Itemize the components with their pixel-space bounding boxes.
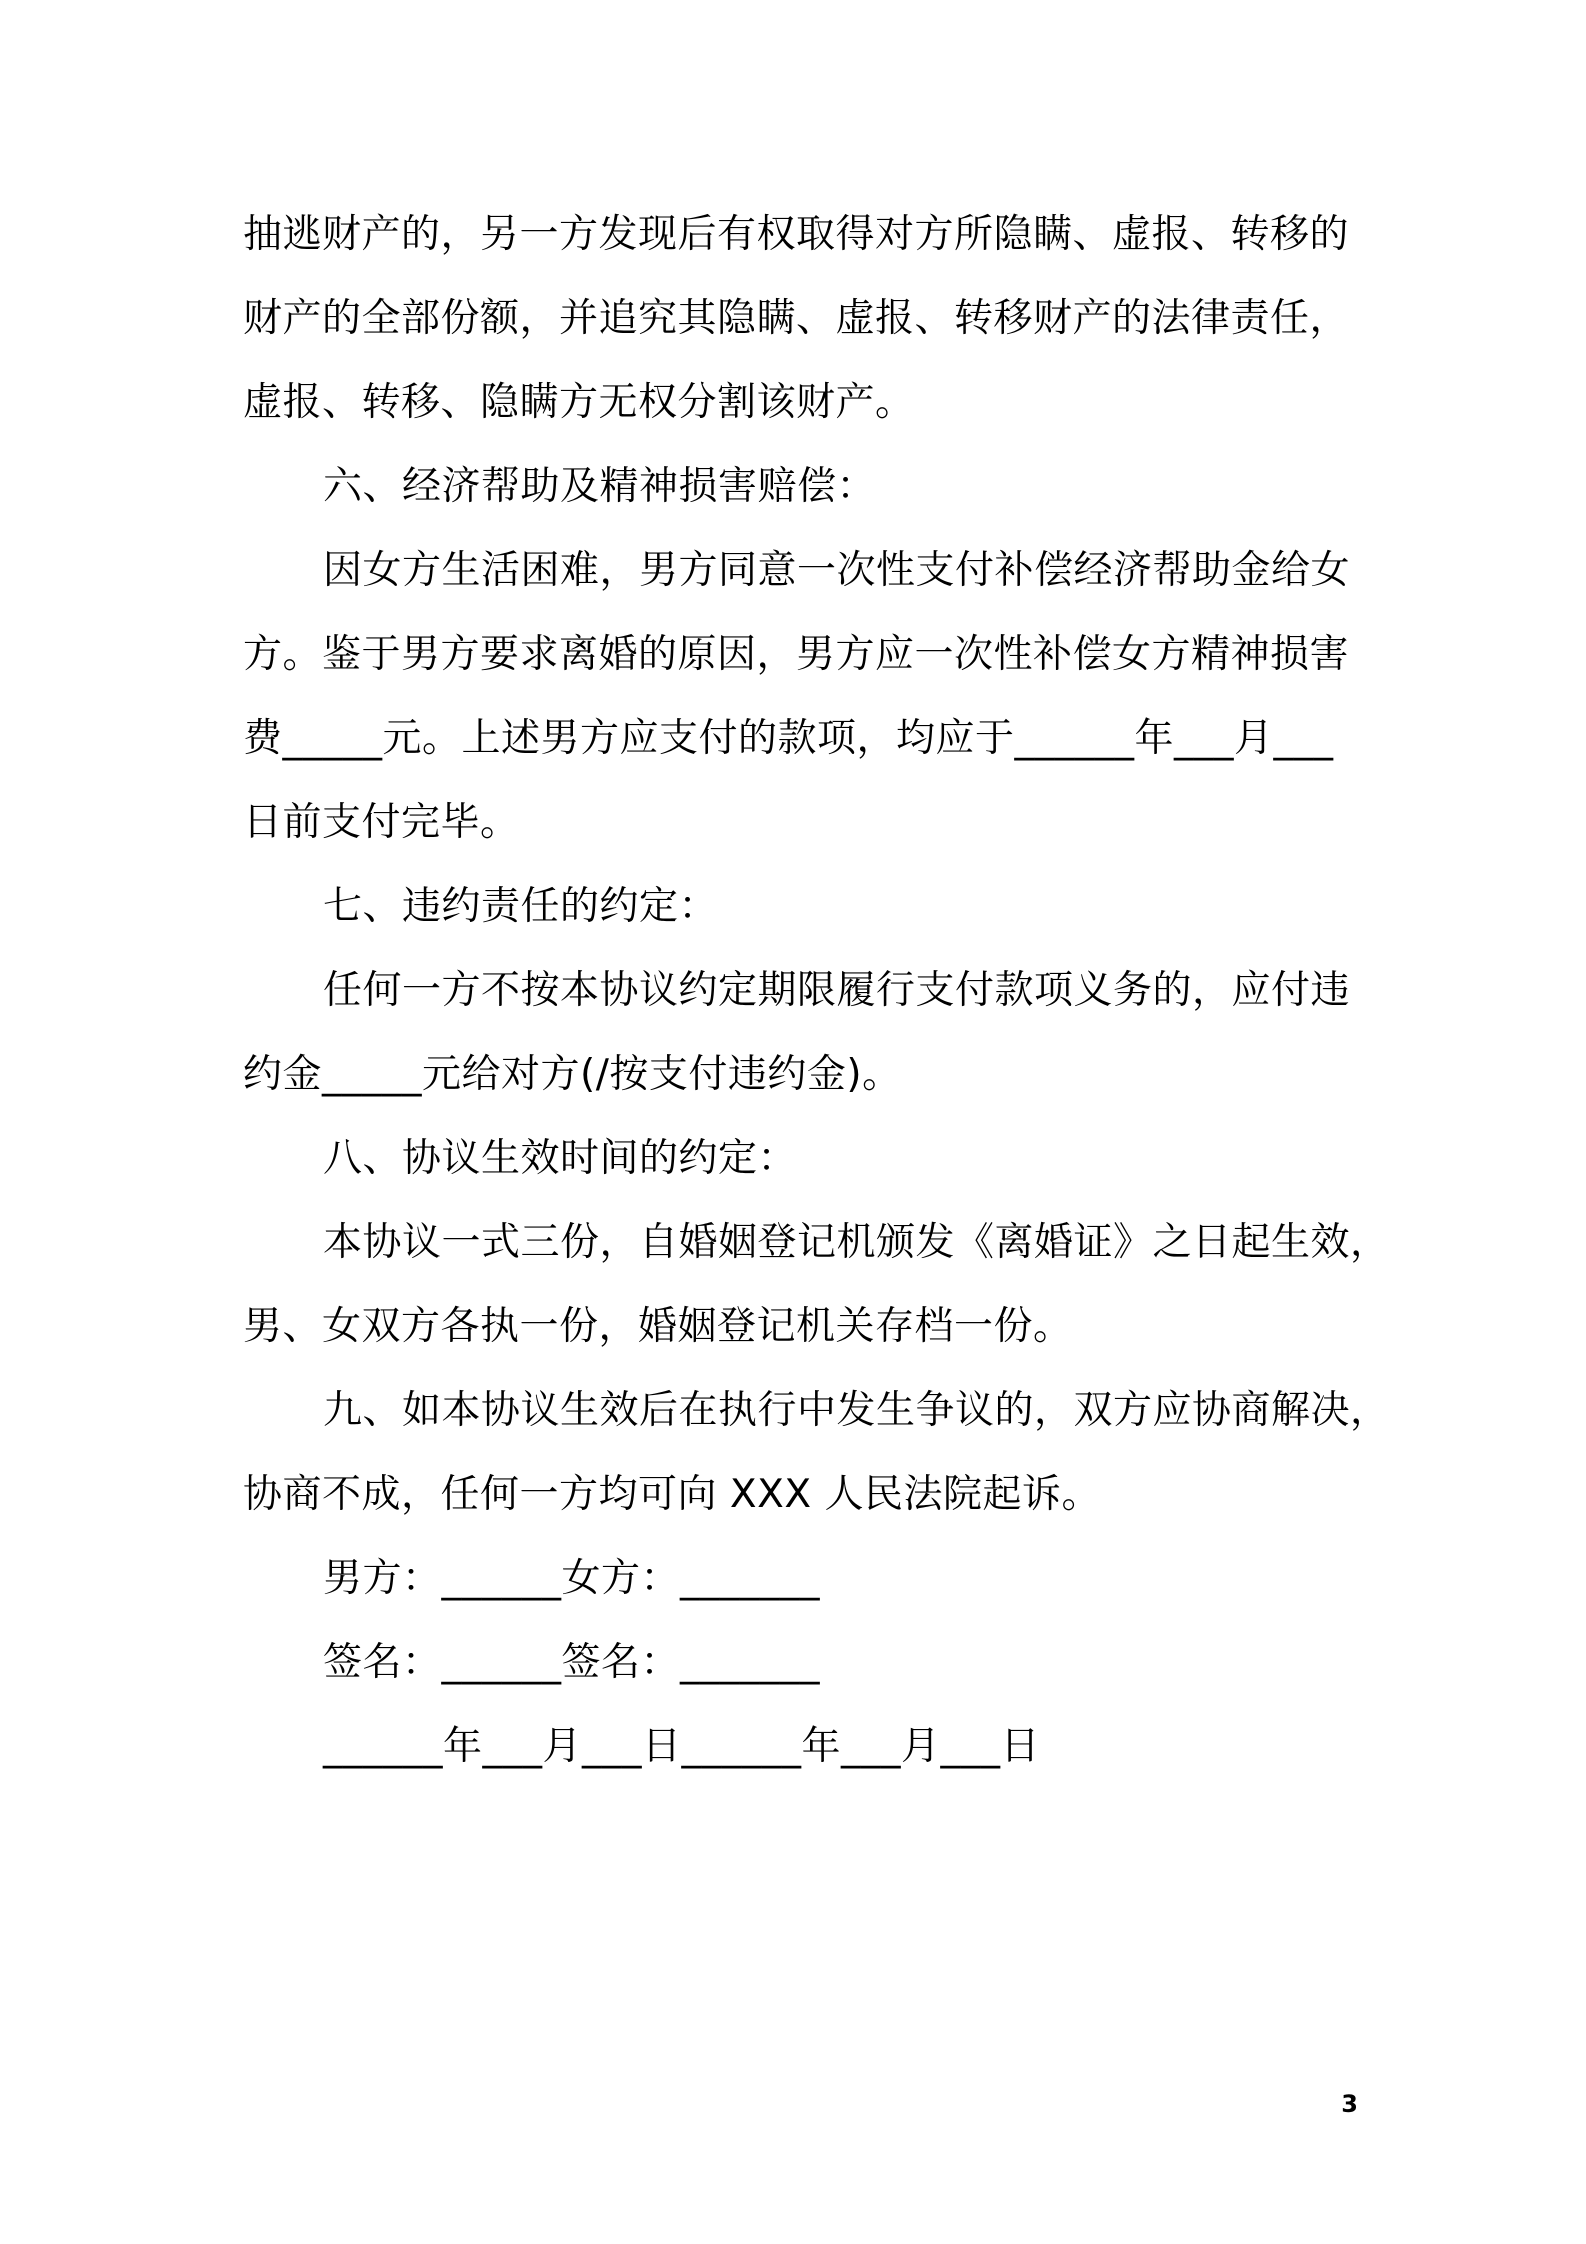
paragraph-line: 任何一方不按本协议约定期限履行支付款项义务的，应付违: [323, 968, 1351, 1013]
paragraph-line: 虚报、转移、隐瞒方无权分割该财产。: [243, 380, 915, 425]
paragraph-line: 日前支付完毕。: [243, 800, 520, 845]
signature-party-line: 男方：______女方：_______: [323, 1556, 821, 1601]
paragraph-line: 约金_____元给对方(/按支付违约金)。: [243, 1052, 902, 1097]
section-heading: 六、经济帮助及精神损害赔偿：: [323, 464, 877, 509]
paragraph-line: 协商不成，任何一方均可向 XXX 人民法院起诉。: [243, 1472, 1101, 1517]
section-heading: 八、协议生效时间的约定：: [323, 1136, 798, 1181]
paragraph-line: 费_____元。上述男方应支付的款项，均应于______年___月___: [243, 716, 1334, 761]
paragraph-line: 因女方生活困难，男方同意一次性支付补偿经济帮助金给女: [323, 548, 1351, 593]
paragraph-line: 本协议一式三份，自婚姻登记机颁发《离婚证》之日起生效，: [323, 1220, 1390, 1265]
paragraph-line: 财产的全部份额，并追究其隐瞒、虚报、转移财产的法律责任，: [243, 296, 1350, 341]
paragraph-line: 男、女双方各执一份，婚姻登记机关存档一份。: [243, 1304, 1073, 1349]
signature-name-line: 签名：______签名：_______: [323, 1640, 821, 1685]
signature-date-line: ______年___月___日______年___月___日: [323, 1724, 1041, 1769]
section-heading: 七、违约责任的约定：: [323, 884, 719, 929]
section-heading: 九、如本协议生效后在执行中发生争议的，双方应协商解决，: [323, 1388, 1390, 1433]
paragraph-line: 抽逃财产的，另一方发现后有权取得对方所隐瞒、虚报、转移的: [243, 212, 1350, 257]
document-body: [243, 193, 1390, 1789]
paragraph-line: 方。鉴于男方要求离婚的原因，男方应一次性补偿女方精神损害: [243, 632, 1350, 677]
page-number: 3: [1341, 2090, 1358, 2118]
